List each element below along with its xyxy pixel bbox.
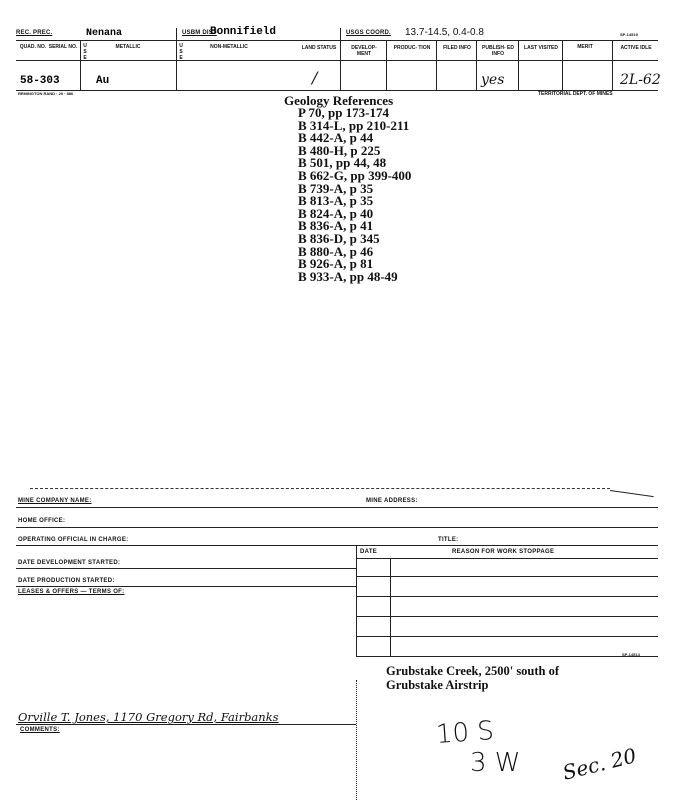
form-rule (16, 545, 658, 546)
rec-prec-value: Nenana (86, 28, 123, 39)
col-non-metallic: NON-METALLIC (210, 44, 248, 50)
mine-address-label: MINE ADDRESS: (366, 498, 418, 504)
geology-ref-list (298, 107, 411, 283)
col-s-2: S (179, 49, 183, 55)
printer-mark: REMINGTON RAND · 20 · 886 (18, 91, 74, 96)
metallic-value: Au (96, 75, 110, 87)
form-rule (16, 527, 658, 528)
col-last-visited: LAST VISITED (524, 45, 558, 51)
col-active-idle: ACTIVE IDLE (620, 45, 652, 51)
col-serial-no: SERIAL NO. (48, 44, 78, 50)
leases-label: LEASES & OFFERS — TERMS OF: (18, 589, 125, 595)
owner-handwritten: Orville T. Jones, 1170 Gregory Rd, Fairbanks (18, 710, 279, 724)
township-handwritten: 10 S (435, 716, 495, 750)
table-row (356, 596, 658, 597)
col-development: DEVELOP- MENT (351, 45, 377, 57)
geology-ref: B 314-L, pp 210-211 (298, 117, 410, 133)
usgs-coord-label: USGS COORD. (346, 30, 391, 36)
location-line-2: Grubstake Airstrip (386, 678, 489, 692)
col-divider (518, 40, 519, 90)
territorial-dept-mark: TERRITORIAL DEPT. OF MINES (538, 91, 613, 97)
col-land-status: LAND STATUS (301, 45, 337, 51)
usgs-coord-value: 13.7-14.5, 0.4-0.8 (405, 27, 484, 38)
col-divider (436, 40, 437, 90)
geology-ref: B 480-H, p 225 (298, 142, 381, 158)
col-divider (562, 40, 563, 90)
geology-ref: B 836-D, p 345 (298, 230, 380, 246)
col-production: PRODUC- TION (393, 45, 431, 51)
perforation-tail (610, 490, 654, 497)
geology-ref: B 442-A, p 44 (298, 130, 374, 146)
usgs-dist-label: USBM DIST (182, 30, 217, 36)
comments-divider (356, 680, 357, 800)
form-rule (16, 507, 658, 508)
form-rule (16, 586, 356, 587)
home-office-label: HOME OFFICE: (18, 518, 66, 524)
geology-title: Geology References (284, 93, 394, 108)
land-status-value: / (312, 68, 318, 87)
active-idle-value: 2L-62 (620, 72, 661, 88)
date-prod-started-label: DATE PRODUCTION STARTED: (18, 578, 115, 584)
reason-col-label: REASON FOR WORK STOPPAGE (452, 549, 555, 555)
col-divider (476, 40, 477, 90)
section-handwritten: Sec. 20 (560, 743, 639, 785)
location-line-1: Grubstake Creek, 2500' south of (386, 664, 560, 678)
quad-serial-value: 58-303 (20, 75, 60, 87)
col-e: E (83, 55, 87, 61)
date-dev-started-label: DATE DEVELOPMENT STARTED: (18, 560, 121, 566)
published-value: yes (481, 72, 505, 88)
col-metallic: METALLIC (115, 44, 141, 50)
form-number: SP-14519 (620, 32, 638, 37)
operating-official-label: OPERATING OFFICIAL IN CHARGE: (18, 537, 129, 543)
geology-ref: B 501, pp 44, 48 (298, 155, 387, 171)
title-label: TITLE: (438, 537, 459, 543)
col-e-2: E (179, 55, 183, 61)
geology-ref: B 739-A, p 35 (298, 180, 374, 196)
table-row (356, 558, 658, 559)
table-row (356, 576, 658, 577)
form-rule (16, 568, 356, 569)
col-u: U (83, 43, 87, 49)
mine-company-name-label: MINE COMPANY NAME: (18, 498, 92, 504)
perforation-line (30, 488, 610, 489)
table-row (356, 656, 658, 657)
table-row (356, 616, 658, 617)
form-number-2: SP-14514 (622, 652, 640, 657)
range-handwritten: 3 W (470, 748, 521, 778)
geology-ref: B 836-A, p 41 (298, 218, 374, 234)
col-divider (176, 28, 177, 90)
geology-ref: B 933-A, pp 48-49 (298, 268, 398, 284)
col-filed-info: FILED INFO (443, 45, 471, 51)
geology-ref: B 824-A, p 40 (298, 205, 374, 221)
rec-prec-label: REC. PREC. (16, 30, 53, 36)
geology-ref: B 926-A, p 81 (298, 256, 374, 272)
usgs-dist-value: Bonnifield (210, 26, 277, 38)
col-merit: MERIT (577, 44, 593, 50)
form-rule (16, 724, 356, 725)
geology-ref: B 880-A, p 46 (298, 243, 374, 259)
col-divider (80, 40, 81, 90)
table-date-divider (390, 558, 391, 657)
comments-label: COMMENTS: (20, 727, 60, 733)
table-row (356, 636, 658, 637)
col-s: S (83, 49, 87, 55)
col-published-info: PUBLISH- ED INFO (482, 45, 514, 57)
col-quad-no: QUAD. NO. (19, 44, 47, 50)
table-left-edge (356, 545, 357, 657)
col-divider (340, 28, 341, 90)
date-col-label: DATE (360, 549, 378, 555)
col-u-2: U (179, 43, 183, 49)
location-text (386, 664, 559, 692)
geology-ref: B 662-G, pp 399-400 (298, 167, 412, 183)
geology-ref: B 813-A, p 35 (298, 193, 374, 209)
col-divider (386, 40, 387, 90)
col-divider (612, 40, 613, 90)
geology-ref: P 70, pp 173-174 (298, 105, 390, 120)
